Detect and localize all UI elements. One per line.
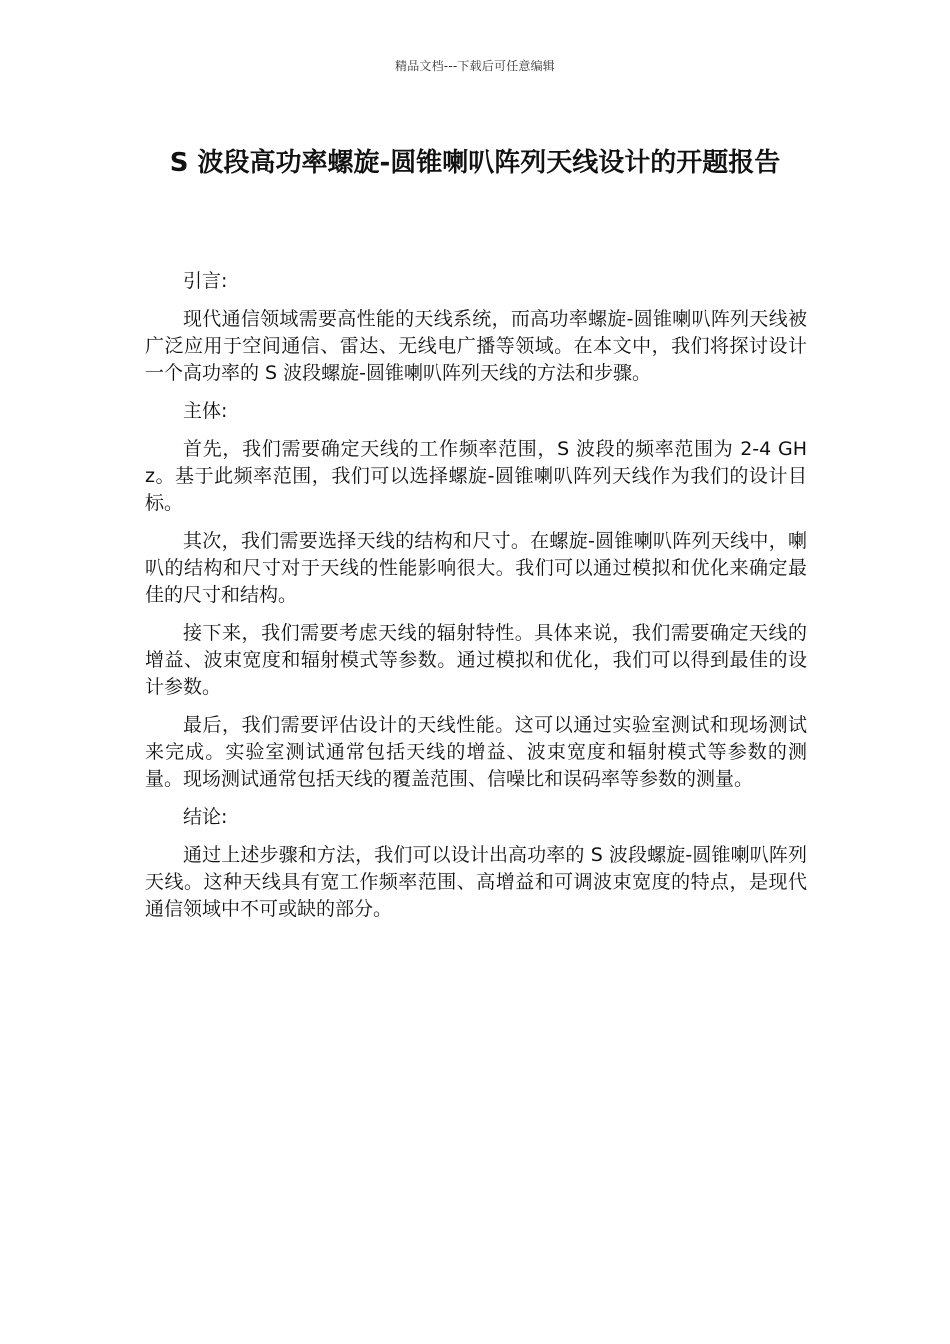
document-body — [145, 268, 807, 934]
paragraph-structure: 其次，我们需要选择天线的结构和尺寸。在螺旋-圆锥喇叭阵列天线中，喇叭的结构和尺寸对于天线的性能影响很大。我们可以通过模拟和优化来确定最佳的尺寸和结构。 — [145, 530, 807, 606]
paragraph-conclusion: 通过上述步骤和方法，我们可以设计出高功率的 S 波段螺旋-圆锥喇叭阵列天线。这种天线具有宽工作频率范围、高增益和可调波束宽度的特点，是现代通信领域中不可或缺的部分。 — [145, 844, 807, 920]
paragraph-radiation: 接下来，我们需要考虑天线的辐射特性。具体来说，我们需要确定天线的增益、波束宽度和辐射模式等参数。通过模拟和优化，我们可以得到最佳的设计参数。 — [145, 622, 807, 698]
section-heading-conclusion: 结论: — [183, 806, 228, 828]
paragraph-evaluation: 最后，我们需要评估设计的天线性能。这可以通过实验室测试和现场测试来完成。实验室测试通常包括天线的增益、波束宽度和辐射模式等参数的测量。现场测试通常包括天线的覆盖范围、信噪比和误码率等参数的测量。 — [145, 714, 807, 790]
document-title: S 波段高功率螺旋-圆锥喇叭阵列天线设计的开题报告 — [169, 148, 781, 178]
paragraph-frequency: 首先，我们需要确定天线的工作频率范围，S 波段的频率范围为 2-4 GHz。基于此频率范围，我们可以选择螺旋-圆锥喇叭阵列天线作为我们的设计目标。 — [145, 438, 807, 514]
section-heading-intro: 引言: — [183, 270, 228, 292]
header-note: 精品文档---下载后可任意编辑 — [395, 59, 555, 73]
section-heading-body: 主体: — [183, 400, 228, 422]
paragraph-intro: 现代通信领域需要高性能的天线系统，而高功率螺旋-圆锥喇叭阵列天线被广泛应用于空间通信、雷达、无线电广播等领域。在本文中，我们将探讨设计一个高功率的 S 波段螺旋-圆锥喇叭阵列天线的方法和步骤。 — [145, 308, 807, 384]
